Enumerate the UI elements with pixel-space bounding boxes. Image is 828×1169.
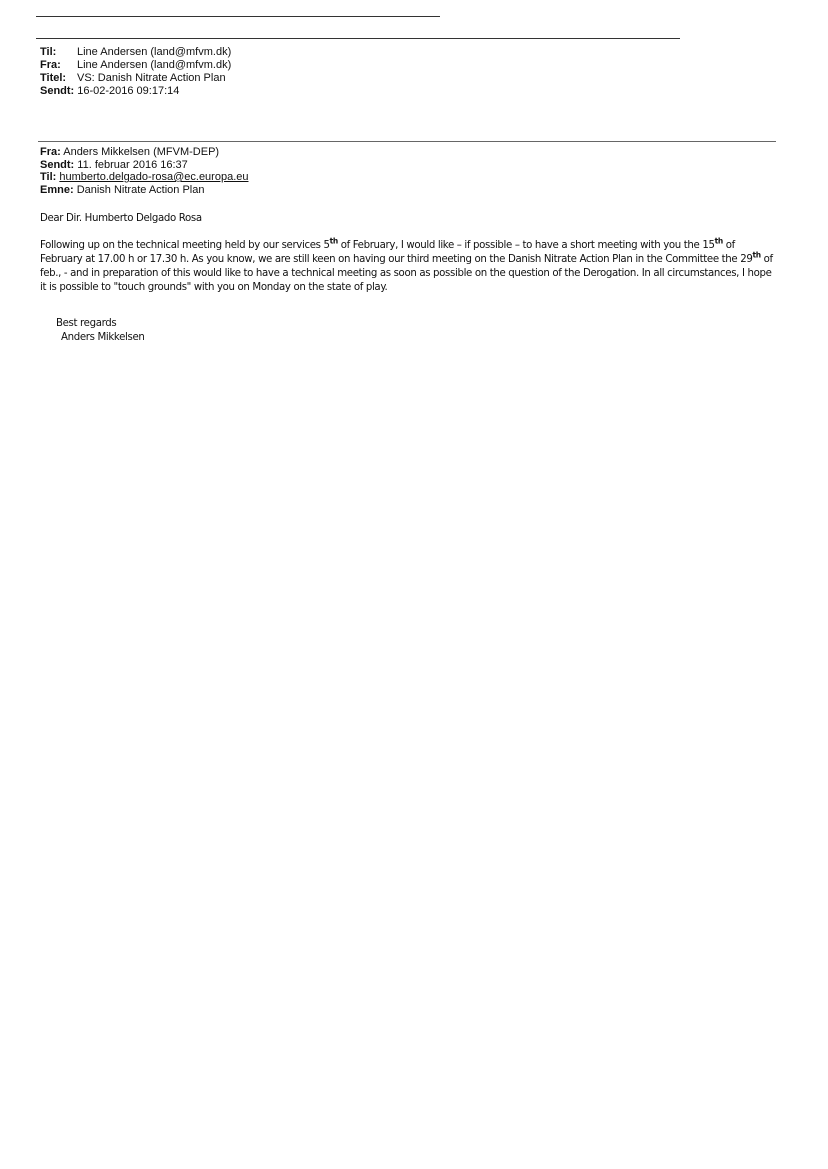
body-text-part-4: of feb., - and in preparation of this would like to have a technical meeting as soon as possible on the question of the Derogation. In all circumstances, I hope it is possible to "touch grounds" with you on Monday on the state of play. xyxy=(40,254,773,293)
original-from-row xyxy=(40,146,248,159)
forward-sent-label: Sendt: xyxy=(40,85,75,97)
original-to-label: Til: xyxy=(40,171,57,183)
original-subject-row xyxy=(40,184,248,197)
original-sent-label: Sendt: xyxy=(40,158,75,171)
forward-to-row xyxy=(40,46,231,59)
top-rule-long xyxy=(36,38,680,39)
original-subject-value: Danish Nitrate Action Plan xyxy=(76,183,205,196)
original-sent-row xyxy=(40,159,248,172)
forward-sent-row xyxy=(40,85,231,98)
signature-block xyxy=(40,317,780,345)
forward-sent-value: 16-02-2016 09:17:14 xyxy=(77,85,180,97)
forward-from-value: Line Andersen (land@mfvm.dk) xyxy=(77,59,232,71)
original-to-email-link[interactable]: humberto.delgado-rosa@ec.europa.eu xyxy=(59,171,249,183)
forward-header xyxy=(40,46,231,98)
forward-subject-row xyxy=(40,72,231,85)
original-from-label: Fra: xyxy=(40,146,61,158)
original-subject-label: Emne: xyxy=(40,183,74,196)
closing: Best regards xyxy=(56,318,117,329)
forward-from-label: Fra: xyxy=(40,59,61,71)
original-to-row xyxy=(40,171,248,184)
body-text-part-3: of February at 17.00 h or 17.30 h. As you know, we are still keen on having our third meeting on the Danish Nitrate Action Plan in the Committee the 29 xyxy=(40,240,753,265)
message-body xyxy=(40,212,780,345)
forward-to-value: Line Andersen (land@mfvm.dk) xyxy=(77,46,232,58)
ordinal-suffix-2: th xyxy=(714,236,723,246)
forward-subject-label: Titel: xyxy=(40,72,67,84)
greeting: Dear Dir. Humberto Delgado Rosa xyxy=(40,213,202,224)
top-rule-short xyxy=(36,16,440,17)
body-paragraph xyxy=(40,236,780,295)
ordinal-suffix-1: th xyxy=(329,236,338,246)
original-header xyxy=(40,146,248,196)
forward-to-label: Til: xyxy=(40,46,57,58)
body-text-part-2: of February, I would like – if possible – to have a short meeting with you the 15 xyxy=(337,240,715,251)
separator-rule xyxy=(38,141,776,142)
body-text-part-1: Following up on the technical meeting held by our services 5 xyxy=(40,240,330,251)
original-from-value: Anders Mikkelsen (MFVM-DEP) xyxy=(63,146,220,158)
forward-subject-value: VS: Danish Nitrate Action Plan xyxy=(77,72,226,84)
signature-name: Anders Mikkelsen xyxy=(61,332,145,343)
original-sent-value: 11. februar 2016 16:37 xyxy=(77,158,188,171)
ordinal-suffix-3: th xyxy=(752,250,761,260)
forward-from-row xyxy=(40,59,231,72)
